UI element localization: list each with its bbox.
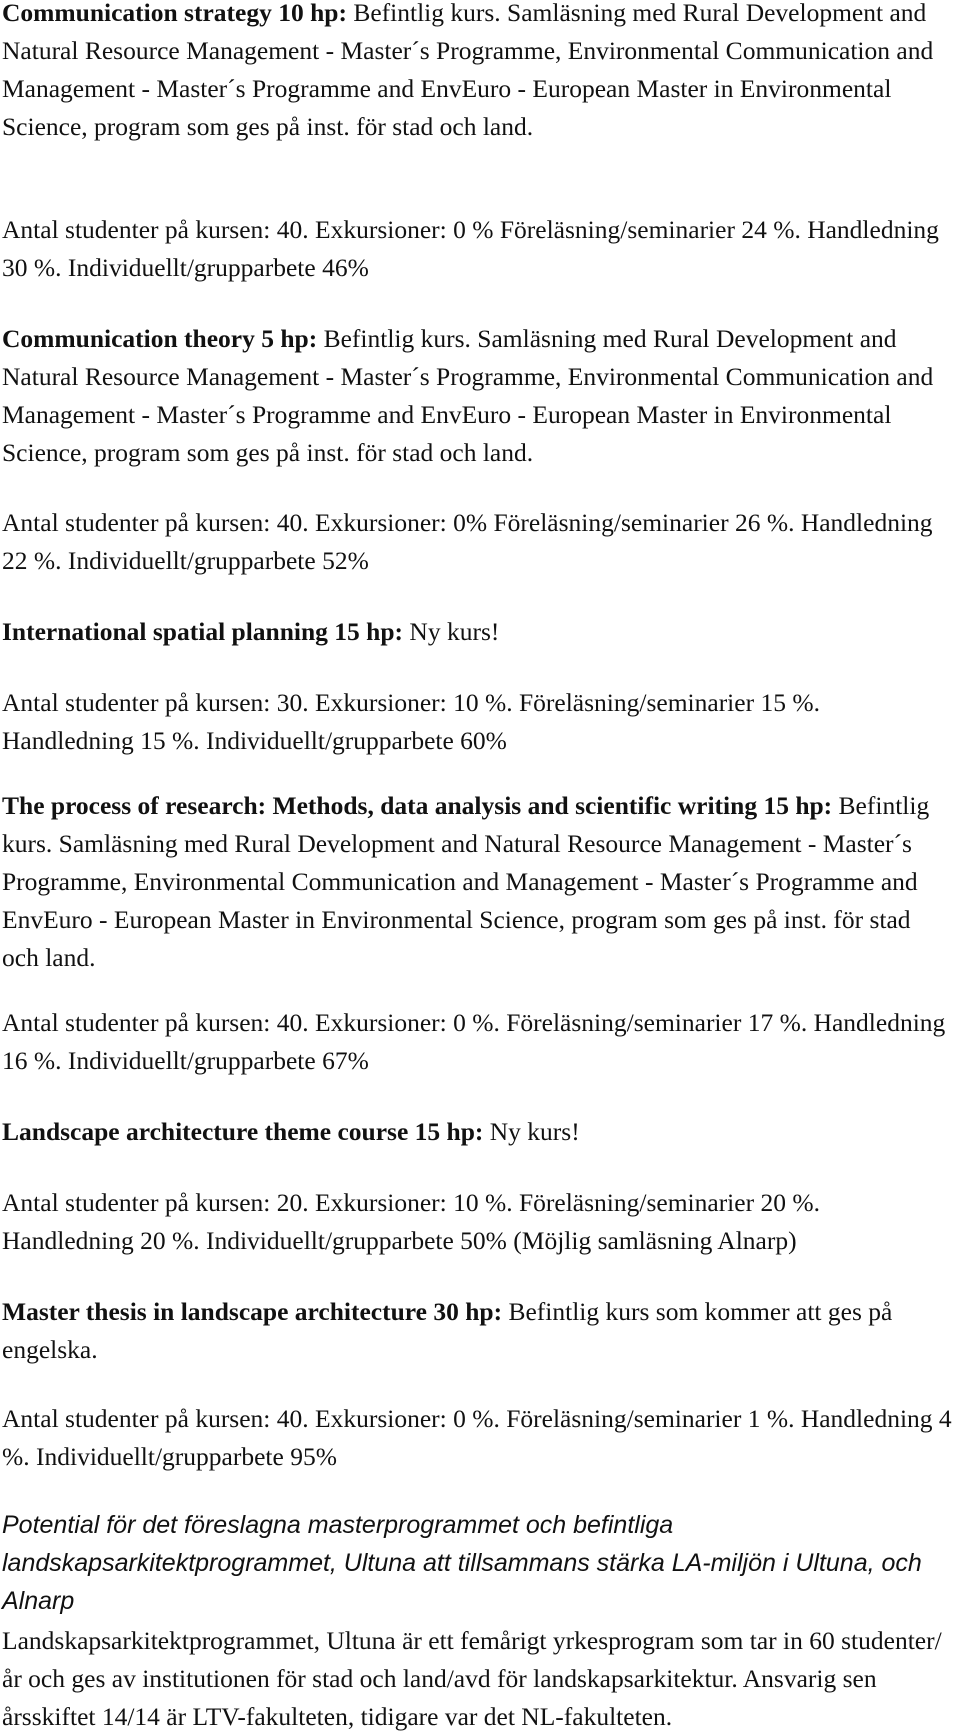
course-title: Landscape architecture theme course 15 hp:: [2, 1117, 484, 1146]
course-stats: Antal studenter på kursen: 20. Exkursioner: 10 %. Föreläsning/seminarier 20 %. Handledning 20 %. Individuellt/grupparbete 50% (Möjlig samläsning Alnarp): [2, 1188, 820, 1255]
course-description: Befintlig kurs som kommer att ges på engelska.: [2, 1297, 893, 1364]
course-description: Befintlig kurs. Samläsning med Rural Development and Natural Resource Management - Master´s Programme, Environmental Communication and Management - Master´s Programme and EnvEuro - European Master in Environmental Science, program som ges på inst. för stad och land.: [2, 0, 934, 141]
course-description: Befintlig kurs. Samläsning med Rural Development and Natural Resource Management - Master´s Programme, Environmental Communication and Management - Master´s Programme and EnvEuro - European Master in Environmental Science, program som ges på inst. för stad och land.: [2, 324, 934, 467]
course-description: Ny kurs!: [403, 617, 500, 646]
section-body: Landskapsarkitektprogrammet, Ultuna är ett femårigt yrkesprogram som tar in 60 studenter/år och ges av institutionen för stad och land/avd för landskapsarkitektur. Ansvarig sen årsskiftet 14/14 är LTV-fakulteten, tidigare var det NL-fakulteten.: [2, 1626, 942, 1731]
course-title: International spatial planning 15 hp:: [2, 617, 404, 646]
course-title: The process of research: Methods, data analysis and scientific writing 15 hp:: [2, 791, 833, 820]
course-entry: [2, 1113, 952, 1151]
course-title: Master thesis in landscape architecture 30 hp:: [2, 1297, 503, 1326]
course-stats: Antal studenter på kursen: 40. Exkursioner: 0 %. Föreläsning/seminarier 17 %. Handledning 16 %. Individuellt/grupparbete 67%: [2, 1008, 946, 1075]
course-stats: Antal studenter på kursen: 40. Exkursioner: 0% Föreläsning/seminarier 26 %. Handledning 22 %. Individuellt/grupparbete 52%: [2, 508, 933, 575]
course-description: Befintlig kurs. Samläsning med Rural Development and Natural Resource Management - Master´s Programme, Environmental Communication and Management - Master´s Programme and EnvEuro - European Master in Environmental Science, program som ges på inst. för stad och land.: [2, 791, 930, 972]
course-entry: [2, 787, 952, 977]
section-heading: Potential för det föreslagna masterprogrammet och befintliga landskapsarkitektprogrammet, Ultuna att tillsammans stärka LA-miljön i Ultuna, och Alnarp: [2, 1511, 922, 1615]
course-title: Communication strategy 10 hp:: [2, 0, 347, 27]
course-stats: Antal studenter på kursen: 40. Exkursioner: 0 %. Föreläsning/seminarier 1 %. Handledning 4 %. Individuellt/grupparbete 95%: [2, 1404, 952, 1471]
course-description: Ny kurs!: [483, 1117, 580, 1146]
course-entry: [2, 1293, 952, 1369]
course-entry: [2, 613, 952, 651]
course-title: Communication theory 5 hp:: [2, 324, 318, 353]
course-entry: [2, 0, 952, 146]
course-stats: Antal studenter på kursen: 40. Exkursioner: 0 % Föreläsning/seminarier 24 %. Handledning 30 %. Individuellt/grupparbete 46%: [2, 215, 939, 282]
course-stats: Antal studenter på kursen: 30. Exkursioner: 10 %. Föreläsning/seminarier 15 %. Handledning 15 %. Individuellt/grupparbete 60%: [2, 688, 820, 755]
course-entry: [2, 320, 952, 472]
